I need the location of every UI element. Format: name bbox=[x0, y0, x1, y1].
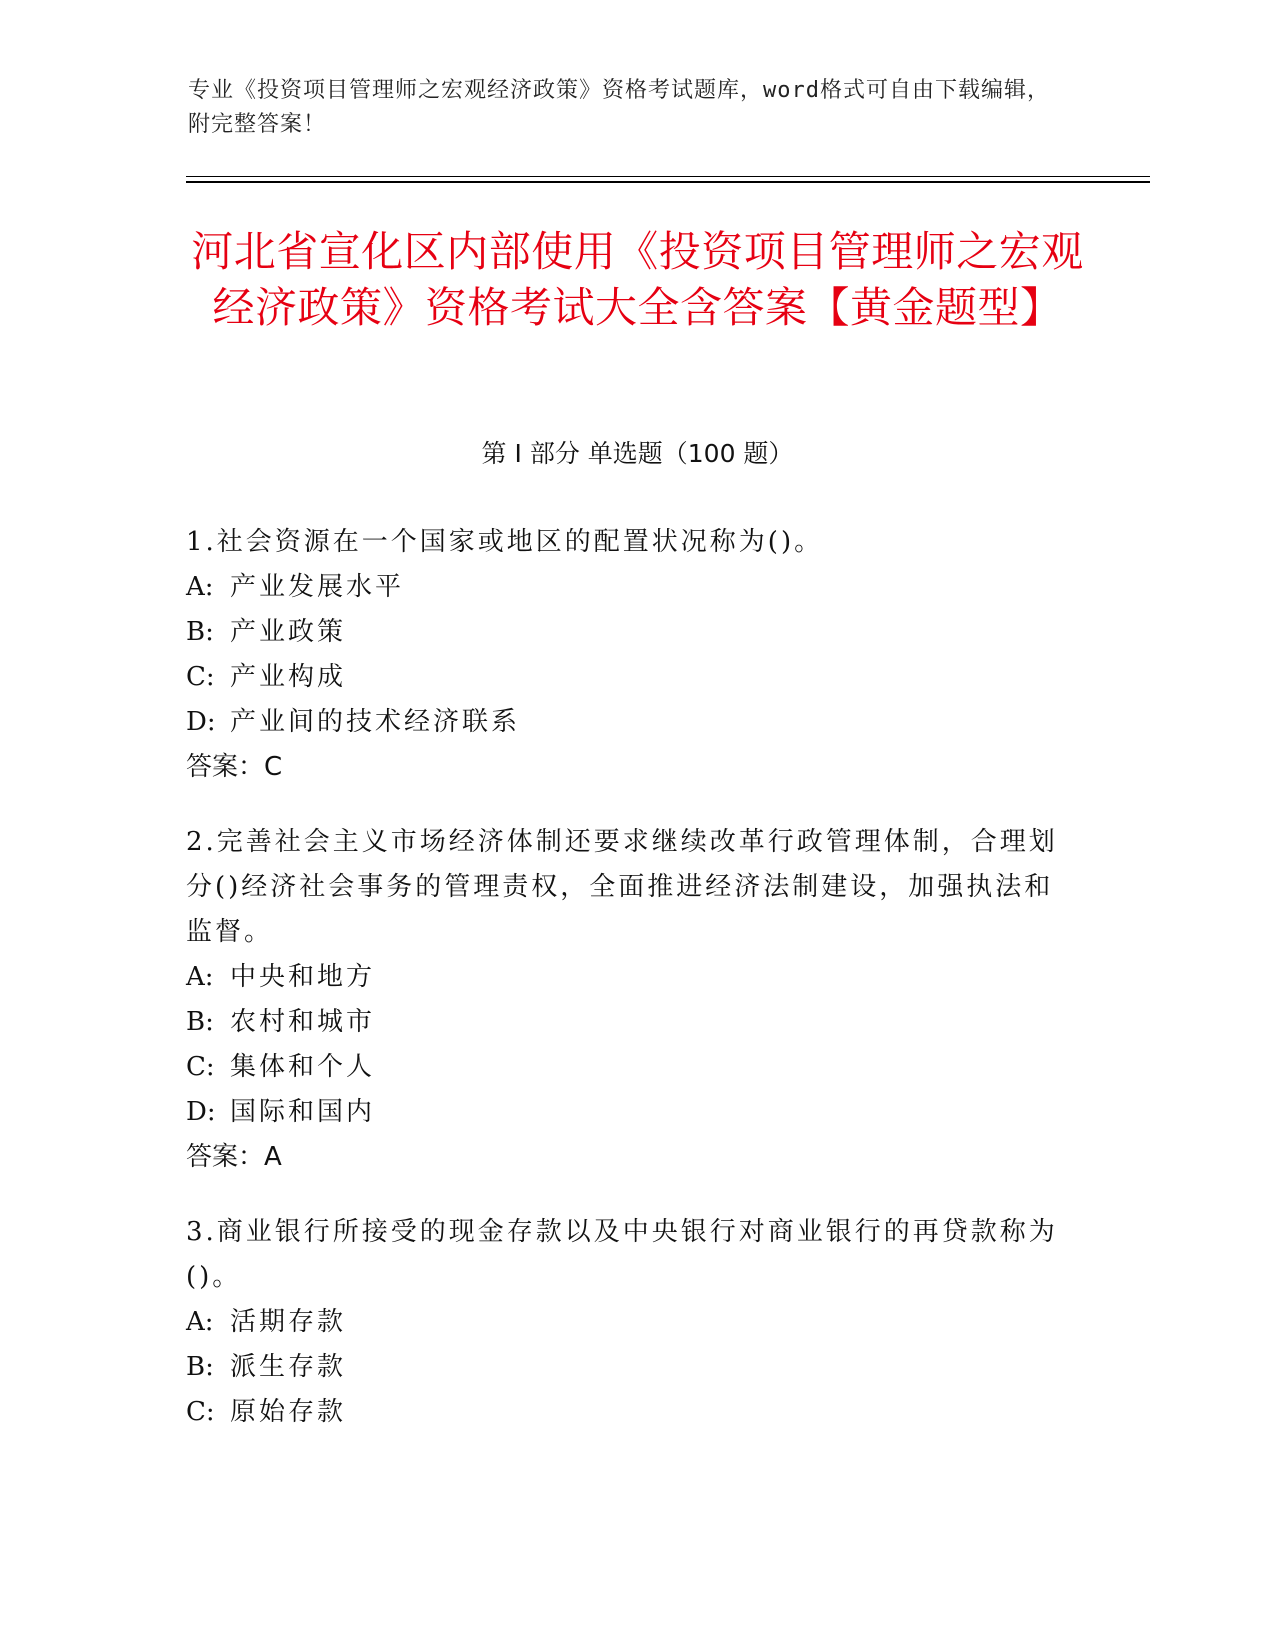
option-text: 原始存款 bbox=[230, 1397, 347, 1427]
question-list bbox=[186, 520, 1066, 1465]
option-d bbox=[186, 1090, 1066, 1135]
option-letter: B: bbox=[186, 1007, 214, 1037]
answer-line: 答案：A bbox=[186, 1142, 282, 1172]
option-text: 农村和城市 bbox=[230, 1007, 376, 1037]
option-c bbox=[186, 655, 1066, 700]
option-text: 国际和国内 bbox=[230, 1097, 376, 1127]
option-letter: C: bbox=[186, 662, 215, 692]
option-text: 中央和地方 bbox=[230, 962, 376, 992]
option-text: 活期存款 bbox=[230, 1307, 347, 1337]
option-c bbox=[186, 1390, 1066, 1435]
option-letter: A: bbox=[186, 962, 214, 992]
option-d bbox=[186, 700, 1066, 745]
question-stem: 3.商业银行所接受的现金存款以及中央银行对商业银行的再贷款称为()。 bbox=[186, 1217, 1058, 1292]
option-letter: D: bbox=[186, 707, 216, 737]
option-a bbox=[186, 955, 1066, 1000]
option-text: 产业政策 bbox=[230, 617, 347, 647]
document-title: 河北省宣化区内部使用《投资项目管理师之宏观经济政策》资格考试大全含答案【黄金题型】 bbox=[191, 227, 1084, 332]
option-c bbox=[186, 1045, 1066, 1090]
option-a bbox=[186, 565, 1066, 610]
option-letter: D: bbox=[186, 1097, 216, 1127]
question-2 bbox=[186, 820, 1066, 1180]
question-1 bbox=[186, 520, 1066, 790]
option-letter: C: bbox=[186, 1052, 215, 1082]
option-b bbox=[186, 610, 1066, 655]
option-text: 派生存款 bbox=[230, 1352, 347, 1382]
option-text: 产业构成 bbox=[230, 662, 347, 692]
section-title: 第 I 部分 单选题（100 题） bbox=[481, 439, 794, 468]
question-stem: 1.社会资源在一个国家或地区的配置状况称为()。 bbox=[186, 527, 824, 557]
answer-line: 答案：C bbox=[186, 752, 283, 782]
option-letter: B: bbox=[186, 1352, 214, 1382]
option-b bbox=[186, 1345, 1066, 1390]
option-text: 集体和个人 bbox=[230, 1052, 376, 1082]
option-b bbox=[186, 1000, 1066, 1045]
option-text: 产业间的技术经济联系 bbox=[230, 707, 521, 737]
option-a bbox=[186, 1300, 1066, 1345]
option-text: 产业发展水平 bbox=[230, 572, 405, 602]
option-letter: C: bbox=[186, 1397, 215, 1427]
question-3 bbox=[186, 1210, 1066, 1435]
header-divider-thin bbox=[186, 176, 1150, 177]
option-letter: A: bbox=[186, 572, 214, 602]
header-note: 专业《投资项目管理师之宏观经济政策》资格考试题库，word格式可自由下载编辑，附完整答案！ bbox=[188, 78, 1050, 137]
header-divider-thick bbox=[186, 181, 1150, 183]
question-stem: 2.完善社会主义市场经济体制还要求继续改革行政管理体制，合理划分()经济社会事务的管理责权，全面推进经济法制建设，加强执法和监督。 bbox=[186, 827, 1058, 947]
option-letter: A: bbox=[186, 1307, 214, 1337]
option-letter: B: bbox=[186, 617, 214, 647]
